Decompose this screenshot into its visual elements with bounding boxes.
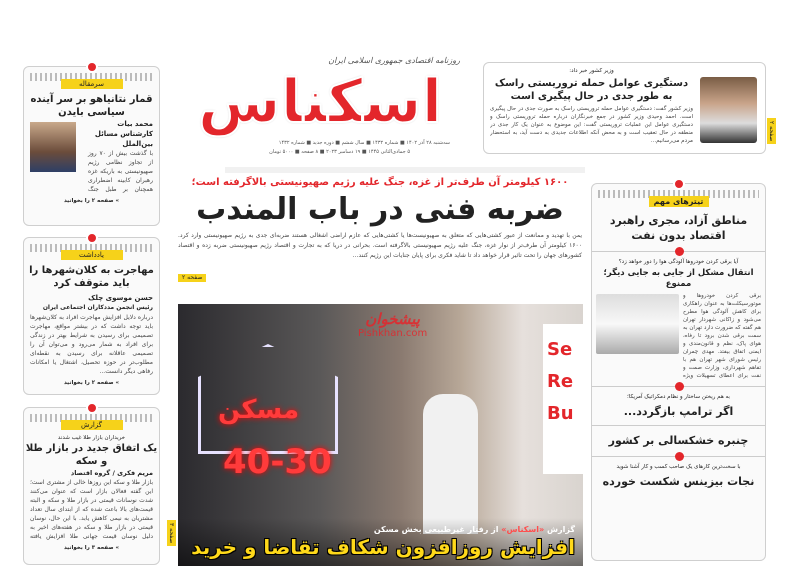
dot-icon <box>675 452 684 461</box>
shop-sign: Se Re Bu <box>543 324 583 474</box>
sign-text: مسکن <box>218 395 300 425</box>
article-title: مهاجرت به کلان‌شهرها را باید متوقف کرد <box>29 265 154 289</box>
headline-item[interactable]: مناطق آزاد، مجری راهبرد اقتصاد بدون نفت <box>609 214 748 242</box>
article-title: قمار نتانیاهو بر سر آینده سیاسی بایدن <box>30 94 153 118</box>
author-name: مریم فکری / گروه اقتصاد <box>70 469 153 477</box>
lead-body: یمن با تهدید و ممانعت از عبور کشتی‌هایی که متعلق به صهیونیست‌ها یا کشتی‌هایی که عازم اراضی اشغالی هستند ضربه‌ای جدی به رژیم صهیونیستی وارد کرد. ۱۶۰۰ کیلومتر آن طرف‌تر از نوار غزه، جنگ علیه رژیم صهیونیستی بالاگرفته است. بحرانی در دریا که به تجارت و اقتصاد رژیم صهیونیستی ضربه زده و اقتصاد کشورهای جهان را تحت تاثیر قرار خواهد داد تا شاید فکری برای پایان جنایات این رژیم کنند... <box>178 232 582 259</box>
article-kicker: خریداران بازار طلا غیب شدند <box>57 435 126 441</box>
top-story-kicker: وزیر کشور خبر داد: <box>569 68 614 74</box>
date-line: ۵ جمادی‌الثانی ۱۴۴۵ ■ ۱۹ دسامبر ۲۰۲۳ ■ ۸ صفحه ■ ۵۰۰۰ تومان <box>269 149 410 155</box>
item-body: برقی کردن خودروها و موتورسیکلت‌ها به عنوان راهکاری برای کاهش آلودگی هوا مطرح می‌شود و زاکانی شهردار تهران هم گفته که ضرورت دارد تهران به سمت برقی شدن برود تا رفاه، هوای پاک، نظم و قانون‌مندی و ایمنی اتفاق بیفتد. مهدی چمران رئیس شورای شهر تهران هم با تفاهم شهرداری، وزارت صمت و نفت برای اعطای تسهیلات ویژه <box>683 293 761 379</box>
logo: اسکناس <box>197 67 443 137</box>
photo-kicker-brand: «اسکناس» <box>501 525 545 534</box>
dot-icon <box>675 247 684 256</box>
divider <box>225 167 585 173</box>
author-role: کارشناس مسائل بین‌الملل <box>94 130 153 148</box>
pin-icon <box>673 178 685 190</box>
tagline: روزنامه اقتصادی جمهوری اسلامی ایران <box>328 56 460 65</box>
article-body: درباره دلایل افزایش مهاجرت افراد به کلان‌شهرها باید توجه داشت که در بیشتر مواقع، مهاجرت تصمیمی برای رسیدن به شرایط بهتر در زندگی برای افراد به شمار می‌رود و می‌توان آن را تصمیمی عاقلانه برای رسیدن به نقطه‌ای مطلوب‌تر در حوزه تحصیل، اشتغال یا امکانات رفاهی دیگر دانست... <box>30 314 153 375</box>
read-more-link[interactable]: » صفحه ۲ را بخوانید <box>63 380 120 386</box>
editorial-box[interactable] <box>23 66 160 226</box>
item-title: اگر ترامپ بازگردد... <box>623 405 734 418</box>
lead-story <box>175 177 585 283</box>
item-kicker: به هم ریختن ساختار و نظام دمکراتیک آمریکا؛ <box>627 394 730 400</box>
section-tag: گزارش <box>61 420 123 430</box>
photo-headline: افزایش روزافزون شکاف تقاضا و خرید <box>191 535 575 559</box>
headlines-box <box>591 183 766 561</box>
read-more-link[interactable]: » صفحه ۳ را بخوانید <box>63 545 120 551</box>
top-story[interactable] <box>483 62 766 154</box>
car-photo <box>596 294 679 354</box>
item-title: انتقال مشکل از جایی به جایی دیگر؛ ممنوع <box>603 268 754 289</box>
read-more-link[interactable]: » صفحه ۲ را بخوانید <box>63 198 120 204</box>
page-tab: صفحه ۲ <box>767 118 776 144</box>
sign-numbers: 40-30 <box>223 442 332 482</box>
section-tag: سرمقاله <box>61 79 123 89</box>
report-box[interactable] <box>23 407 160 565</box>
person <box>423 394 478 534</box>
author-photo <box>30 122 76 172</box>
section-tag: یادداشت <box>61 250 123 260</box>
photo-story[interactable] <box>178 304 583 566</box>
article-body: بازار طلا و سکه این روزها خالی از مشتری است؛ این گفته فعالان بازار است که عنوان می‌کنند شدت نوسانات قیمتی در بازار طلا و سکه و البته قیمت‌های بالا باعث شده که از ابتدای سال تعداد مشتریان به نیمی کاهش یابد. با این حال، نوسان قیمتی در بازار طلا و سکه در هفته‌های اخیر به دلیل نوسان قیمت جهانی طلا افزایش یافته <box>30 479 153 540</box>
item-kicker: آیا برقی کردن خودروها آلودگی هوا را دور خواهد زد؟ <box>618 259 739 265</box>
lead-kicker: ۱۶۰۰ کیلومتر آن طرف‌تر از غزه، جنگ علیه رژیم صهیونیستی بالاگرفته است؛ <box>191 177 569 188</box>
pin-icon <box>86 232 98 244</box>
watermark-logo: پیشخوان <box>365 310 420 328</box>
pin-icon <box>86 61 98 73</box>
article-body: با گذشت بیش از ۷۰ روز از تجاوز نظامی رژیم صهیونیستی به باریکه غزه رهبران کابینه اضطراری همچنان بر طبل جنگ <box>88 150 153 193</box>
date-line: سه‌شنبه ۲۸ آذر ۱۴۰۲ ■ شماره ۱۴۳۲ ■ سال ششم ■ دوره جدید ■ شماره ۱۴۳۲ <box>278 140 450 146</box>
top-story-title: دستگیری عوامل حمله تروریستی راسک به طور جدی در حال پیگیری است <box>494 78 689 102</box>
article-title: یک اتفاق جدید در بازار طلا و سکه <box>25 443 158 467</box>
item-title: نجات بیزینس شکست خورده <box>602 475 755 488</box>
author-name: حسن موسوی چلک <box>88 294 153 302</box>
top-story-body: وزیر کشور گفت: دستگیری عوامل حمله تروریستی راسک به صورت جدی در حال پیگیری است. احمد وحیدی وزیر کشور در جمع خبرنگاران درباره حمله تروریستی راسک و دستگیری عوامل این عملیات تروریستی گفت: این موضوع به عنوان یک کار جدی در منطقه در حال تعقیب است و به محض آنکه اطلاعات جدیدی به دست آید، به استحضار مردم می‌رسانیم... <box>490 106 693 144</box>
dot-icon <box>675 382 684 391</box>
author-name: محمد بیات <box>117 120 153 128</box>
pin-icon <box>86 402 98 414</box>
note-box[interactable] <box>23 237 160 395</box>
watermark-url: Pishkhan.com <box>358 328 428 339</box>
headline-item[interactable] <box>592 456 765 495</box>
watermark <box>358 310 427 340</box>
item-kicker: با سخت‌ترین کارهای یک صاحب کسب و کار آشنا شوید <box>616 464 741 470</box>
top-story-photo <box>700 77 757 143</box>
lead-headline: ضربه فنی در باب المندب <box>196 192 564 227</box>
section-tag: تیترهای مهم <box>649 196 709 207</box>
item-title: چنبره خشکسالی بر کشور <box>608 434 749 447</box>
headline-item[interactable] <box>592 386 765 425</box>
page-tab: صفحه ۳ <box>167 520 176 546</box>
page-tab: صفحه ۲ <box>178 274 206 282</box>
photo-kicker-rest: از رفتار غیرطبیعی بخش مسکن <box>373 525 499 534</box>
masthead <box>170 56 470 166</box>
photo-kicker-prefix: گزارش <box>546 525 575 534</box>
author-role: رئیس انجمن مددکاران اجتماعی ایران <box>42 304 153 311</box>
headline-item[interactable] <box>592 251 765 386</box>
